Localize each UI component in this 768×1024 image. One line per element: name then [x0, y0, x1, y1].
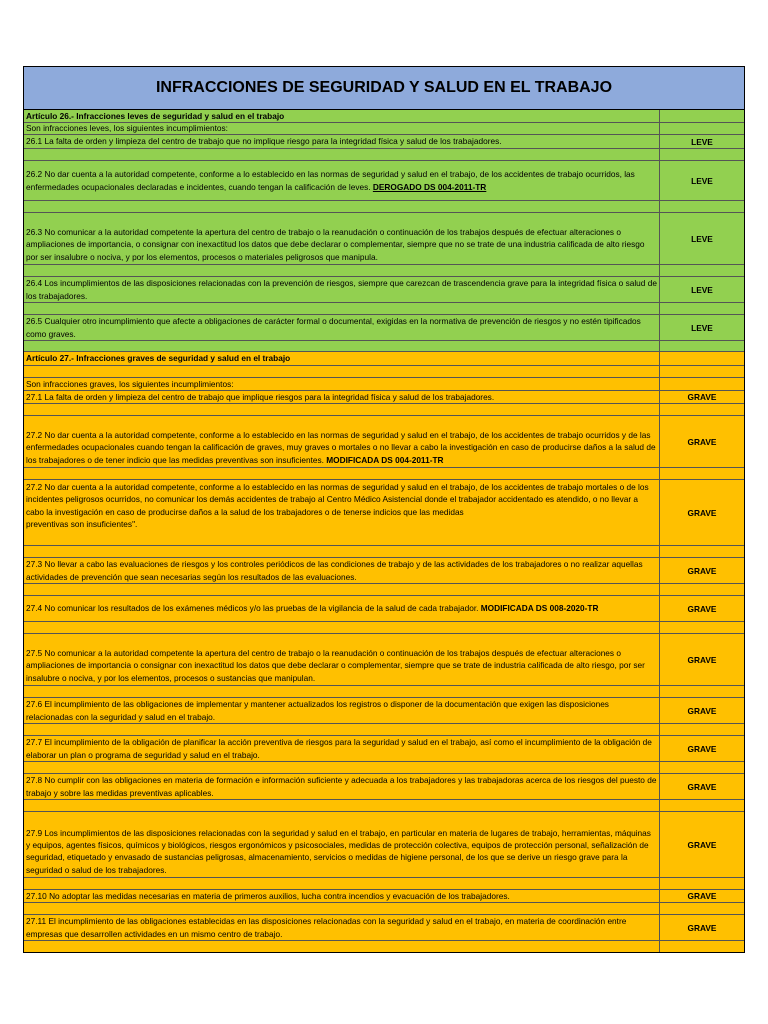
table-row	[24, 391, 744, 404]
spacer-row	[24, 404, 744, 416]
infraction-note: MODIFICADA DS 008-2020-TR	[480, 603, 599, 614]
table-row	[24, 558, 744, 584]
infraction-text: 27.5 No comunicar a la autoridad competente la apertura del centro de trabajo o la reanudación o continuación de los trabajos después de efectuar alteraciones o ampliaciones de importancia o consignar con inexactitud los datos que debe declarar o complementar, siempre que se trate de industria calificada de alto riesgo, por ser insalubre o nociva, y por los elementos, procesos o sustancias que manipulan.	[24, 634, 660, 685]
table-row	[24, 812, 744, 878]
spacer-row	[24, 762, 744, 774]
level-badge: GRAVE	[687, 781, 717, 792]
level-badge: GRAVE	[687, 705, 717, 716]
infraction-text: 27.4 No comunicar los resultados de los exámenes médicos y/o las pruebas de la vigilancia de la salud de cada trabajador.	[26, 603, 479, 614]
level-badge: LEVE	[691, 233, 713, 244]
infraction-text: 26.2 No dar cuenta a la autoridad competente, conforme a lo establecido en las normas de seguridad y salud en el trabajo, de los accidentes de trabajo ocurridos, las enfermedades ocupacionales declaradas e incidentes, cuando tengan la calificación de leves.	[26, 169, 635, 192]
section-intro-text: Son infracciones leves, los siguientes incumplimientos:	[24, 123, 660, 134]
table-row	[24, 416, 744, 468]
infraction-text: 27.2 No dar cuenta a la autoridad competente, conforme a lo establecido en las normas de seguridad y salud en el trabajo, de los accidentes de trabajo ocurridos y de las enfermedades ocupacionales cuando tengan la calificación de graves, muy graves o mortales o no llevar a cabo la investigación en caso de producirse daños a la salud de los trabajadores o de tener indicio que las medidas preventivas son insuficientes.	[26, 430, 656, 465]
table-row	[24, 634, 744, 686]
table-row	[24, 698, 744, 724]
level-badge: GRAVE	[687, 922, 717, 933]
table-row	[24, 315, 744, 341]
infraction-text: 27.2 No dar cuenta a la autoridad competente, conforme a lo establecido en las normas de seguridad y salud en el trabajo, de los accidentes de trabajo mortales o de los incidentes peligrosos ocurridos, no comunicar los demás accidentes de trabajo al Centro Médico Asistencial donde el trabajador accidentado es atendido, o no llevar a cabo la investigación en caso de producirse daños a la salud de los trabajadores o de tenerse indicios que las medidas	[26, 482, 649, 517]
infraction-text: 27.11 El incumplimiento de las obligaciones establecidas en las disposiciones relacionadas con la seguridad y salud en el trabajo, en materia de coordinación entre empresas que desarrollen actividades en un mismo centro de trabajo.	[24, 915, 660, 940]
section-intro-text: Son infracciones graves, los siguientes incumplimientos:	[24, 378, 660, 390]
level-badge: LEVE	[691, 136, 713, 147]
level-badge: GRAVE	[687, 603, 717, 614]
level-badge: GRAVE	[687, 565, 717, 576]
spacer-row	[24, 468, 744, 480]
spacer-row	[24, 341, 744, 352]
table-row	[24, 774, 744, 800]
section-header-graves	[24, 352, 744, 366]
section-header-text: Artículo 26.- Infracciones leves de seguridad y salud en el trabajo	[24, 110, 660, 122]
spacer-row	[24, 903, 744, 915]
infractions-table	[23, 66, 745, 953]
level-badge: GRAVE	[687, 654, 717, 665]
level-badge: GRAVE	[687, 839, 717, 850]
level-badge: LEVE	[691, 322, 713, 333]
infraction-note: DEROGADO DS 004-2011-TR	[372, 181, 487, 192]
section-intro-leves	[24, 123, 744, 135]
infraction-text: 27.9 Los incumplimientos de las disposiciones relacionadas con la seguridad y salud en el trabajo, en particular en materia de lugares de trabajo, herramientas, máquinas y equipos, agentes físicos, químicos y biológicos, riesgos ergonómicos y psicosociales, medidas de protección colectiva, equipos de protección personal, señalización de seguridad, etiquetado y envasado de sustancias peligrosas, almacenamiento, servicios o medidas de higiene personal, de los que se derive un riesgo grave para la seguridad o salud de los trabajadores.	[24, 812, 660, 877]
infraction-text: 27.1 La falta de orden y limpieza del centro de trabajo que implique riesgos para la integridad física y salud de los trabajadores.	[24, 391, 660, 403]
spacer-row	[24, 622, 744, 634]
section-header-leves	[24, 110, 744, 123]
spacer-row	[24, 303, 744, 315]
table-row	[24, 596, 744, 622]
infraction-text: 26.5 Cualquier otro incumplimiento que afecte a obligaciones de carácter formal o documental, exigidas en la normativa de prevención de riesgos y no estén tipificados como graves.	[24, 315, 660, 340]
section-header-text: Artículo 27.- Infracciones graves de seguridad y salud en el trabajo	[24, 352, 660, 365]
table-title: INFRACCIONES DE SEGURIDAD Y SALUD EN EL TRABAJO	[24, 67, 744, 110]
spacer-row	[24, 201, 744, 213]
infraction-text: 27.8 No cumplir con las obligaciones en materia de formación e información suficiente y adecuada a los trabajadores y las trabajadoras acerca de los riesgos del puesto de trabajo y sobre las medidas preventivas aplicables.	[24, 774, 660, 799]
infraction-text: 27.7 El incumplimiento de la obligación de planificar la acción preventiva de riesgos para la seguridad y salud en el trabajo, así como el incumplimiento de la obligación de elaborar un plan o programa de seguridad y salud en el trabajo.	[24, 736, 660, 761]
spacer-row	[24, 265, 744, 277]
infraction-note: MODIFICADA DS 004-2011-TR	[326, 454, 444, 465]
spacer-row	[24, 724, 744, 736]
spacer-row	[24, 546, 744, 558]
section-intro-graves	[24, 378, 744, 391]
spacer-row	[24, 941, 744, 952]
table-row	[24, 890, 744, 903]
table-row	[24, 915, 744, 941]
spacer-row	[24, 800, 744, 812]
table-row	[24, 480, 744, 546]
table-row	[24, 213, 744, 265]
infraction-text: 27.3 No llevar a cabo las evaluaciones de riesgos y los controles periódicos de las condiciones de trabajo y de las actividades de los trabajadores o no realizar aquellas actividades de prevención que sean necesarias según los resultados de las evaluaciones.	[24, 558, 660, 583]
level-badge: LEVE	[691, 284, 713, 295]
level-badge: GRAVE	[687, 507, 717, 518]
infraction-text: 26.4 Los incumplimientos de las disposiciones relacionadas con la prevención de riesgos, siempre que carezcan de trascendencia grave para la integridad física o salud de los trabajadores.	[24, 277, 660, 302]
table-row	[24, 161, 744, 201]
spacer-row	[24, 366, 744, 378]
level-badge: GRAVE	[687, 436, 717, 447]
spacer-row	[24, 686, 744, 698]
table-row	[24, 135, 744, 149]
infraction-text: 27.6 El incumplimiento de las obligaciones de implementar y mantener actualizados los registros o disponer de la documentación que exigen las disposiciones relacionadas con la seguridad y salud en el trabajo.	[24, 698, 660, 723]
infraction-text: 26.3 No comunicar a la autoridad competente la apertura del centro de trabajo o la reanudación o continuación de los trabajos después de efectuar alteraciones o ampliaciones de importancia, o consignar con inexactitud los datos que debe declarar o complementar, siempre que no se trate de una industria calificada de alto riesgo por ser insalubre o nociva, y por los elementos, procesos o materiales peligrosos que manipula.	[24, 213, 660, 264]
table-row	[24, 736, 744, 762]
infraction-text-continued: preventivas son insuficientes".	[26, 518, 138, 529]
spacer-row	[24, 149, 744, 161]
spacer-row	[24, 584, 744, 596]
infraction-text: 26.1 La falta de orden y limpieza del centro de trabajo que no implique riesgo para la integridad física y salud de los trabajadores.	[24, 135, 660, 148]
level-badge: GRAVE	[687, 743, 717, 754]
infraction-text: 27.10 No adoptar las medidas necesarias en materia de primeros auxilios, lucha contra incendios y evacuación de los trabajadores.	[24, 890, 660, 902]
table-row	[24, 277, 744, 303]
spacer-row	[24, 878, 744, 890]
level-badge: GRAVE	[687, 891, 717, 901]
level-badge: LEVE	[691, 175, 713, 186]
level-badge: GRAVE	[687, 392, 717, 402]
